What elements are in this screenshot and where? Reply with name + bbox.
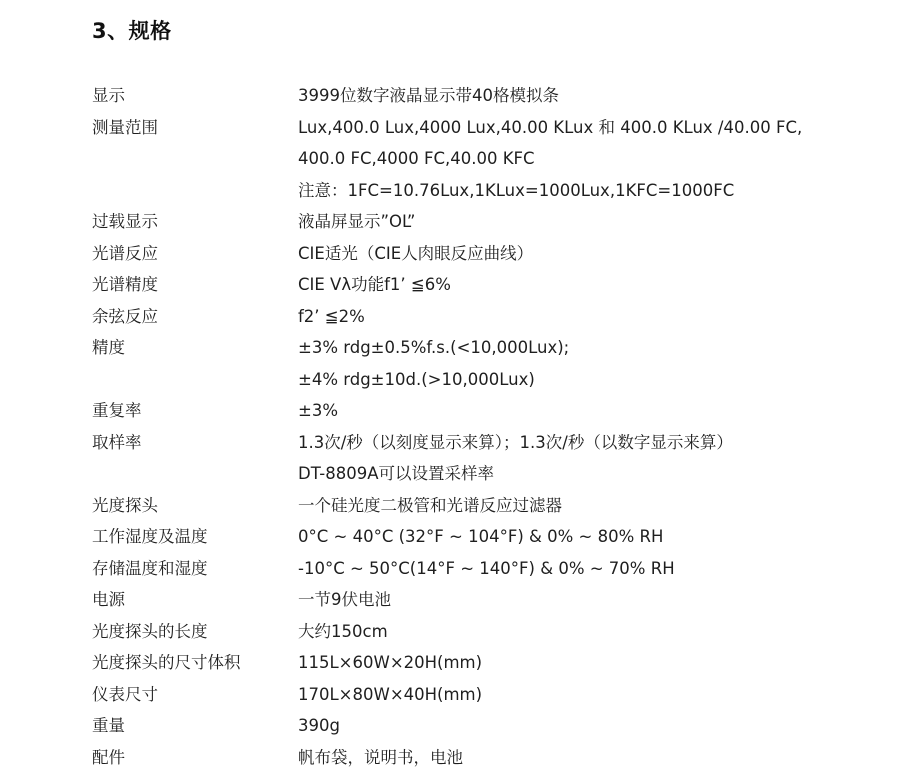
spec-row [92, 332, 872, 395]
spec-label: 光度探头的长度 [92, 621, 208, 641]
spec-table [92, 80, 872, 773]
spec-value-line: 一节9伏电池 [298, 590, 391, 609]
spec-label: 重复率 [92, 401, 142, 420]
spec-value-line: 390g [298, 716, 340, 735]
spec-value-line: 注意：1FC=10.76Lux,1KLux=1000Lux,1KFC=1000FC [298, 180, 735, 200]
spec-value-line: 一个硅光度二极管和光谱反应过滤器 [298, 495, 562, 515]
spec-label: 电源 [92, 590, 125, 609]
spec-values [298, 553, 872, 585]
spec-label: 工作湿度及温度 [92, 527, 208, 546]
spec-label: 仪表尺寸 [92, 684, 158, 704]
spec-values [298, 647, 872, 679]
spec-values [298, 710, 872, 742]
spec-values [298, 395, 872, 427]
spec-row [92, 238, 872, 270]
spec-label: 光度探头 [92, 495, 158, 515]
spec-label: 过载显示 [92, 212, 158, 231]
spec-label: 重量 [92, 716, 125, 735]
spec-label: 精度 [92, 338, 125, 357]
spec-label: 配件 [92, 747, 125, 767]
spec-row [92, 584, 872, 616]
spec-row [92, 490, 872, 522]
spec-value-line: 大约150cm [298, 621, 388, 641]
spec-row [92, 742, 872, 774]
spec-value-line: 400.0 FC,4000 FC,40.00 KFC [298, 149, 535, 168]
spec-values [298, 80, 872, 112]
spec-value-line: f2’ ≦2% [298, 306, 365, 326]
spec-row [92, 616, 872, 648]
spec-value-line: 帆布袋，说明书，电池 [298, 747, 463, 767]
spec-value-line: ±3% rdg±0.5%f.s.(<10,000Lux); [298, 338, 570, 357]
spec-values [298, 427, 872, 490]
spec-label: 显示 [92, 86, 125, 105]
spec-values [298, 206, 872, 238]
spec-row [92, 710, 872, 742]
spec-label: 测量范围 [92, 117, 158, 137]
spec-row [92, 427, 872, 490]
spec-value-line: 1.3次/秒（以刻度显示来算）；1.3次/秒（以数字显示来算） [298, 432, 733, 452]
spec-row [92, 647, 872, 679]
spec-row [92, 112, 872, 207]
spec-values [298, 269, 872, 301]
spec-value-line: ±4% rdg±10d.(>10,000Lux) [298, 369, 535, 389]
spec-row [92, 80, 872, 112]
spec-value-line: CIE适光（CIE人肉眼反应曲线） [298, 243, 534, 263]
spec-values [298, 584, 872, 616]
spec-value-line: DT-8809A可以设置采样率 [298, 464, 495, 483]
spec-value-line: 170L×80W×40H(mm) [298, 684, 483, 704]
section-title: 3、规格 [92, 19, 172, 43]
spec-row [92, 269, 872, 301]
spec-label: 取样率 [92, 432, 142, 452]
spec-value-line: Lux,400.0 Lux,4000 Lux,40.00 KLux 和 400.0 KLux /40.00 FC, [298, 117, 803, 137]
spec-value-line: CIE Vλ功能f1’ ≦6% [298, 275, 451, 294]
spec-value-line: 3999位数字液晶显示带40格模拟条 [298, 86, 559, 105]
spec-row [92, 301, 872, 333]
spec-values [298, 742, 872, 774]
spec-value-line: 115L×60W×20H(mm) [298, 653, 483, 672]
spec-row [92, 521, 872, 553]
spec-label: 光谱反应 [92, 243, 158, 263]
spec-row [92, 395, 872, 427]
spec-values [298, 679, 872, 711]
spec-value-line: 液晶屏显示”OL” [298, 212, 416, 231]
spec-value-line: -10°C ~ 50°C(14°F ~ 140°F) & 0% ~ 70% RH [298, 558, 675, 578]
spec-row [92, 679, 872, 711]
spec-values [298, 112, 872, 207]
spec-label: 光谱精度 [92, 275, 158, 294]
spec-label: 余弦反应 [92, 306, 158, 326]
spec-row [92, 206, 872, 238]
spec-values [298, 301, 872, 333]
spec-row [92, 553, 872, 585]
spec-label: 存储温度和湿度 [92, 558, 208, 578]
spec-values [298, 521, 872, 553]
spec-values [298, 490, 872, 522]
spec-value-line: 0°C ~ 40°C (32°F ~ 104°F) & 0% ~ 80% RH [298, 527, 664, 546]
spec-values [298, 238, 872, 270]
spec-values [298, 332, 872, 395]
spec-label: 光度探头的尺寸体积 [92, 653, 241, 672]
spec-value-line: ±3% [298, 401, 339, 420]
spec-values [298, 616, 872, 648]
